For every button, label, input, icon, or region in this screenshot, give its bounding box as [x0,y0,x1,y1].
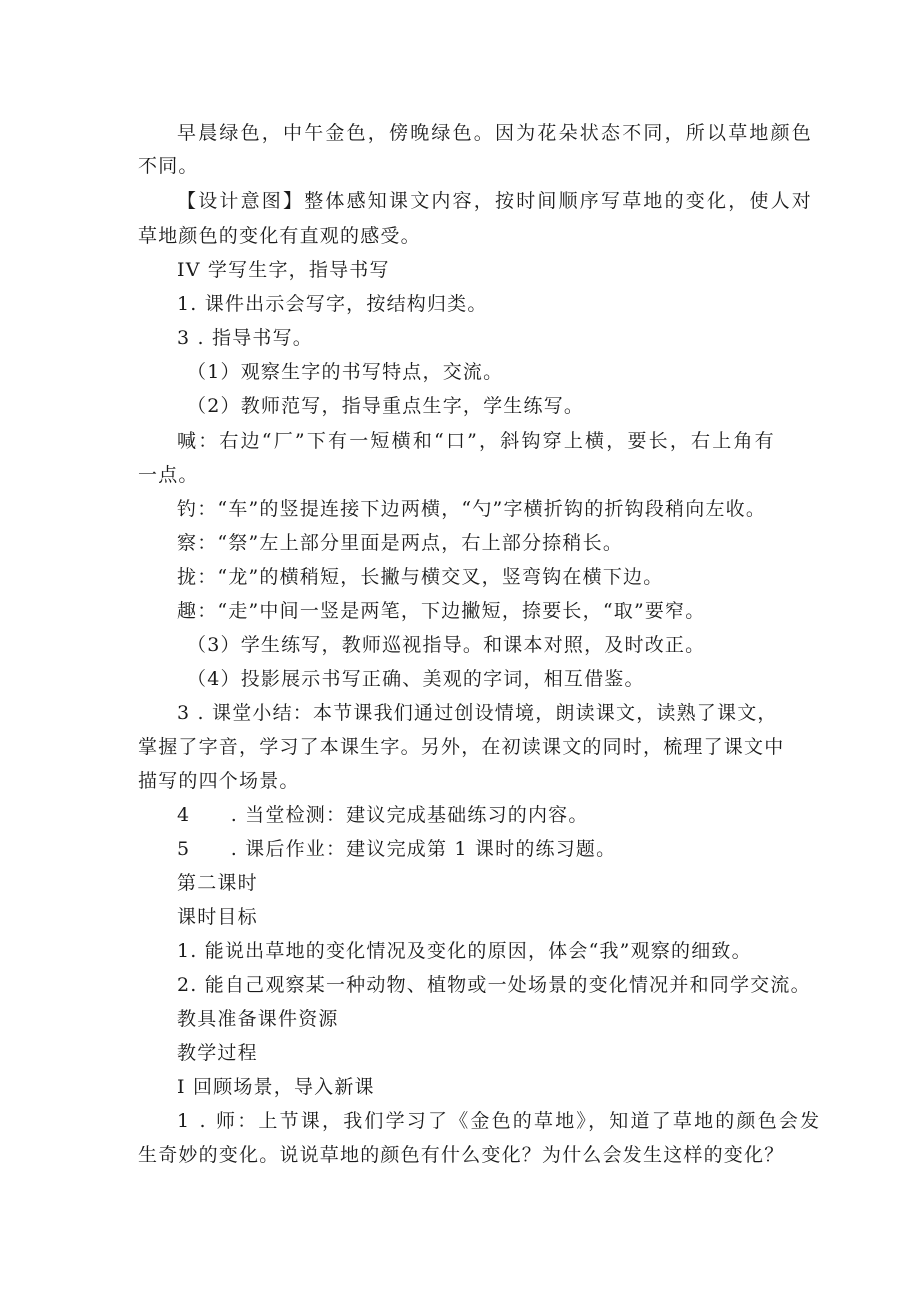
list-item: 1. 能说出草地的变化情况及变化的原因，体会“我”观察的细致。 [177,940,752,962]
list-item: 3 . 指导书写。 [177,327,314,349]
design-intent-line: 【设计意图】整体感知课文内容，按时间顺序写草地的变化，使人对 [177,190,814,212]
section-heading: 教具准备课件资源 [177,1008,339,1030]
list-item: 2. 能自己观察某一种动物、植物或一处场景的变化情况并和同学交流。 [177,974,811,996]
sub-list-item: （1）观察生字的书写特点，交流。 [187,361,504,383]
character-note: 钓：“车”的竖提连接下边两横，“勺”字横折钩的折钩段稍向左收。 [177,498,767,520]
paragraph-line: 草地颜色的变化有直观的感受。 [138,225,421,247]
section-heading: 第二课时 [177,872,258,894]
list-item: 5 . 课后作业：建议完成第 1 课时的练习题。 [177,838,617,860]
list-item: 1 . 师：上节课，我们学习了《金色的草地》，知道了草地的颜色会发 [177,1110,822,1132]
section-heading: 课时目标 [177,906,258,928]
paragraph-line: 描写的四个场景。 [138,770,300,792]
list-item: 4 . 当堂检测：建议完成基础练习的内容。 [177,804,589,826]
section-heading: Ⅰ 回顾场景，导入新课 [177,1076,375,1098]
character-note: 察：“祭”左上部分里面是两点，右上部分捺稍长。 [177,532,624,554]
paragraph-line: 早晨绿色，中午金色，傍晚绿色。因为花朵状态不同，所以草地颜色 [177,122,814,144]
paragraph-line: 掌握了字音，学习了本课生字。另外，在初读课文的同时，梳理了课文中 [138,736,785,758]
section-heading: IV 学写生字，指导书写 [177,259,390,281]
sub-list-item: （2）教师范写，指导重点生字，学生练写。 [187,395,585,417]
paragraph-line: 生奇妙的变化。说说草地的颜色有什么变化？为什么会发生这样的变化？ [138,1144,785,1166]
section-heading: 教学过程 [177,1042,258,1064]
character-note: 喊：右边“厂”下有一短横和“口”，斜钩穿上横，要长，右上角有 [177,430,776,452]
list-item: 1. 课件出示会写字，按结构归类。 [177,293,488,315]
paragraph-line: 一点。 [138,464,199,486]
paragraph-line: 不同。 [138,155,199,177]
character-note: 趣：“走”中间一竖是两笔，下边撇短，捺要长，“取”要窄。 [177,600,706,622]
sub-list-item: （3）学生练写，教师巡视指导。和课本对照，及时改正。 [187,634,706,656]
character-note: 拢：“龙”的横稍短，长撇与横交叉，竖弯钩在横下边。 [177,566,664,588]
list-item: 3 . 课堂小结：本节课我们通过创设情境，朗读课文，读熟了课文， [177,702,778,724]
sub-list-item: （4）投影展示书写正确、美观的字词，相互借鉴。 [187,668,645,690]
